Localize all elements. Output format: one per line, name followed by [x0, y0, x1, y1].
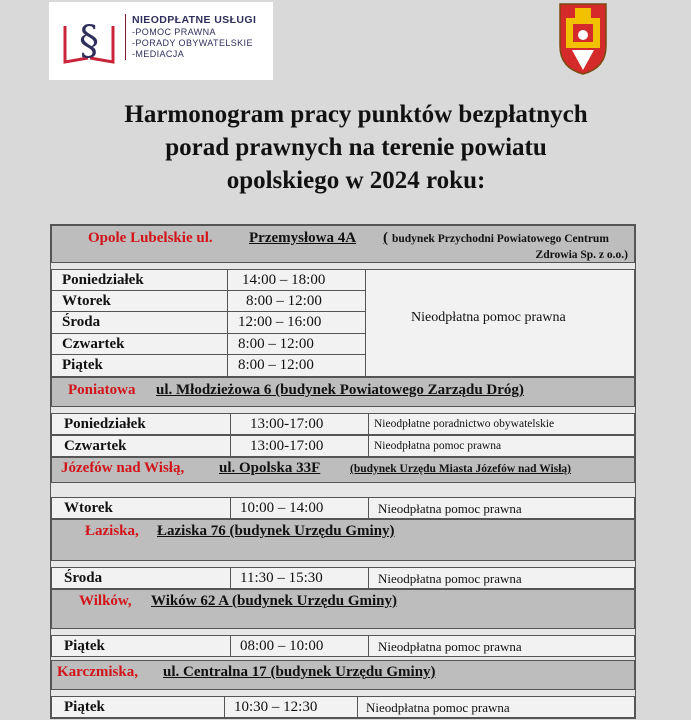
logo-line-4: -MEDIACJA: [132, 49, 185, 59]
location-address: ul. Młodzieżowa 6 (budynek Powiatowego Zarządu Dróg): [156, 382, 524, 398]
location-building-line-1: budynek Przychodni Powiatowego Centrum: [392, 233, 609, 245]
day-cell: Wtorek: [64, 500, 113, 516]
opole-schedule-block: [51, 269, 635, 377]
table-row: [51, 567, 635, 589]
location-address: Łaziska 76 (budynek Urzędu Gminy): [157, 523, 395, 539]
location-name: Łaziska,: [85, 523, 139, 539]
day-cell: Czwartek: [64, 438, 127, 454]
location-address: ul. Centralna 17 (budynek Urzędu Gminy): [163, 664, 436, 680]
location-name: Opole Lubelskie ul.: [88, 230, 213, 246]
day-cell: Piątek: [64, 699, 105, 715]
table-row: [52, 312, 365, 334]
title-line-2: porad prawnych na terenie powiatu: [165, 134, 547, 161]
coat-of-arms-icon: [558, 2, 608, 76]
table-row: [52, 355, 365, 376]
time-cell: 8:00 – 12:00: [238, 357, 314, 373]
table-row: [52, 334, 365, 355]
location-street: ul. Opolska 33F: [219, 460, 321, 476]
nieodplatne-uslugi-logo: [49, 2, 273, 80]
logo-line-3: -PORADY OBYWATELSKIE: [132, 38, 253, 48]
location-header-poniatowa: [51, 377, 635, 407]
location-name: Wilków,: [79, 593, 132, 609]
time-cell: 8:00 – 12:00: [246, 293, 322, 309]
location-name: Karczmiska,: [57, 664, 138, 680]
page-title: [50, 98, 662, 197]
location-header-jozefow-nad-wisla: [51, 457, 635, 483]
location-name: Józefów nad Wisłą,: [61, 460, 185, 476]
day-cell: Wtorek: [62, 293, 111, 309]
day-cell: Środa: [62, 314, 101, 330]
svg-text:§: §: [79, 18, 99, 64]
time-cell: 10:00 – 14:00: [240, 500, 324, 516]
time-cell: 11:30 – 15:30: [240, 570, 323, 586]
logo-text: [125, 14, 278, 60]
service-cell: Nieodpłatna pomoc prawna: [411, 310, 566, 325]
time-cell: 08:00 – 10:00: [240, 638, 324, 654]
service-cell: Nieodpłatna pomoc prawna: [366, 700, 510, 715]
service-cell: Nieodpłatna pomoc prawna: [378, 501, 522, 516]
day-cell: Środa: [64, 570, 103, 586]
logo-line-2: -POMOC PRAWNA: [132, 27, 216, 37]
location-header-opole-lubelskie: [51, 225, 635, 263]
table-row: [51, 435, 635, 457]
schedule-table: [50, 224, 636, 719]
service-cell: Nieodpłatna pomoc prawna: [378, 571, 522, 586]
location-building: (budynek Urzędu Miasta Józefów nad Wisłą): [350, 463, 571, 475]
service-cell: Nieodpłatna pomoc prawna: [378, 639, 522, 654]
day-cell: Poniedziałek: [64, 416, 146, 432]
time-cell: 8:00 – 12:00: [238, 336, 314, 352]
location-street: Przemysłowa 4A: [249, 230, 357, 246]
title-line-3: opolskiego w 2024 roku:: [226, 167, 486, 194]
day-cell: Czwartek: [62, 336, 125, 352]
time-cell: 13:00-17:00: [250, 416, 324, 432]
location-header-laziska: [51, 519, 635, 561]
time-cell: 10:30 – 12:30: [234, 699, 318, 715]
table-row: [52, 291, 365, 312]
table-row: [51, 696, 635, 718]
day-cell: Piątek: [64, 638, 105, 654]
time-cell: 13:00-17:00: [250, 438, 324, 454]
location-name: Poniatowa: [68, 382, 136, 398]
table-row: [51, 497, 635, 519]
service-cell: Nieodpłatna pomoc prawna: [374, 440, 502, 452]
paragraph-book-icon: [61, 12, 117, 68]
location-header-wilkow: [51, 589, 635, 629]
location-building-line-2: Zdrowia Sp. z o.o.): [535, 249, 628, 261]
day-cell: Poniedziałek: [62, 272, 144, 288]
table-row: [51, 635, 635, 657]
table-row: [51, 413, 635, 435]
time-cell: 14:00 – 18:00: [242, 272, 326, 288]
location-header-karczmiska: [51, 660, 635, 690]
title-line-1: Harmonogram pracy punktów bezpłatnych: [124, 101, 588, 128]
time-cell: 12:00 – 16:00: [238, 314, 322, 330]
location-address: Wików 62 A (budynek Urzędu Gminy): [151, 593, 398, 609]
table-row: [52, 270, 365, 291]
logo-line-1: NIEODPŁATNE USŁUGI: [132, 14, 257, 26]
location-paren: (: [383, 230, 388, 246]
day-cell: Piątek: [62, 357, 103, 373]
service-cell: Nieodpłatne poradnictwo obywatelskie: [374, 418, 555, 430]
